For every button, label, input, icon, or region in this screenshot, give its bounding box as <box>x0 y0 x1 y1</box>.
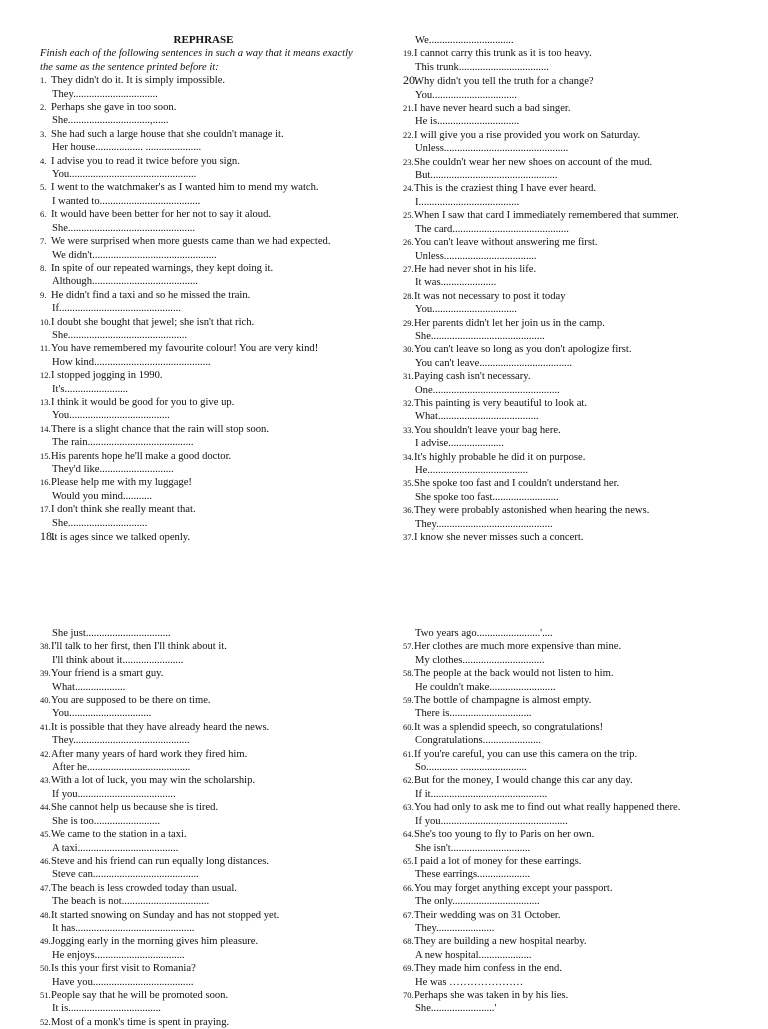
exercise-text: I know she never misses such a concert. <box>414 532 584 544</box>
answer-line[interactable]: Two years ago........................'.... <box>415 628 553 639</box>
exercise-text: We came to the station in a taxi. <box>51 829 187 841</box>
exercise-text: You have remembered my favourite colour! You are very kind! <box>51 343 319 355</box>
exercise-sentence <box>40 909 367 922</box>
exercise-text: I have never heard such a bad singer. <box>414 103 571 115</box>
exercise-text: He had never shot in his life. <box>414 263 537 275</box>
exercise-text: This is the craziest thing I have ever heard. <box>414 183 597 195</box>
exercise-number: 28. <box>403 290 414 301</box>
exercise-text: I will give you a rise provided you work on Saturday. <box>414 129 641 141</box>
exercise-number: 51. <box>40 989 51 1000</box>
answer-line[interactable]: So............ ......................... <box>415 762 527 774</box>
answer-line[interactable]: I wanted to...................................... <box>52 195 201 207</box>
exercise-number: 46. <box>40 855 51 866</box>
exercise-sentence <box>403 263 728 276</box>
answer-line[interactable]: They............................................ <box>52 735 190 747</box>
answer-line[interactable]: He...................................... <box>415 465 528 476</box>
exercise-text: You shouldn't leave your bag here. <box>414 424 561 436</box>
exercise-sentence <box>403 343 728 356</box>
exercise-number: 15. <box>40 450 51 461</box>
exercise-number: 12. <box>40 370 51 381</box>
exercise-text: Perhaps she gave in too soon. <box>51 102 177 114</box>
exercise-text: You had only to ask me to find out what really happened there. <box>414 802 681 814</box>
exercise-number: 57. <box>403 641 414 652</box>
exercise-text: Why didn't you tell the truth for a change? <box>414 76 594 88</box>
exercise-number: 64. <box>403 829 414 840</box>
exercise-sentence <box>403 290 728 303</box>
exercise-number: 10. <box>40 316 51 327</box>
answer-line[interactable]: He enjoys.................................. <box>52 949 185 961</box>
exercise-text: I cannot carry this trunk as it is too heavy. <box>414 48 592 60</box>
exercise-sentence <box>40 369 367 382</box>
exercise-list <box>403 34 728 544</box>
exercise-number: 33. <box>403 424 414 435</box>
exercise-number: 5. <box>40 182 47 193</box>
exercise-text: They made him confess in the end. <box>414 963 562 975</box>
exercise-text: His parents hope he'll make a good doctor. <box>51 450 232 462</box>
answer-line[interactable]: I...................................... <box>415 196 520 208</box>
answer-line[interactable]: What...................................... <box>415 411 539 423</box>
exercise-sentence <box>403 370 728 383</box>
exercise-text: It started snowing on Sunday and has not stopped yet. <box>51 909 280 921</box>
answer-line[interactable]: Would you mind........... <box>52 490 153 502</box>
answer-line[interactable]: She isn't.............................. <box>415 842 531 854</box>
exercise-text: It is possible that they have already heard the news. <box>51 721 270 733</box>
exercise-text: In spite of our repeated warnings, they kept doing it. <box>51 262 274 274</box>
exercise-text: I doubt she bought that jewel; she isn't that rich. <box>51 316 255 328</box>
exercise-number: 63. <box>403 802 414 813</box>
answer-line[interactable]: We didn't............................................... <box>52 249 217 261</box>
exercise-text: Your friend is a smart guy. <box>51 668 164 680</box>
answer-line[interactable]: Congratulations...................... <box>415 735 541 747</box>
answer-line[interactable]: You............................... <box>52 708 152 720</box>
exercise-sentence <box>403 935 728 948</box>
exercise-number: 68. <box>403 936 414 947</box>
answer-line[interactable]: What................... <box>52 681 126 693</box>
exercise-number: 47. <box>40 882 51 893</box>
exercise-list <box>40 74 367 544</box>
answer-line[interactable]: The card............................................ <box>415 223 569 235</box>
exercise-number: 38. <box>40 641 51 652</box>
exercise-number: 11. <box>40 343 51 354</box>
exercise-text: You may forget anything except your passport. <box>414 882 613 894</box>
exercise-text: You can't leave without answering me first. <box>414 237 598 249</box>
exercise-number: 29. <box>403 317 414 328</box>
answer-line[interactable]: How kind............................................ <box>52 356 211 368</box>
exercise-number: 8. <box>40 262 47 273</box>
exercise-number: 66. <box>403 882 414 893</box>
answer-line[interactable]: You................................................ <box>52 169 197 181</box>
exercise-text: I stopped jogging in 1990. <box>51 370 163 382</box>
exercise-sentence <box>403 477 728 490</box>
exercise-text: The bottle of champagne is almost empty. <box>414 695 592 707</box>
answer-line[interactable]: He is............................... <box>415 116 520 128</box>
instructions: Finish each of the following sentences in such a way that it means exactly the same as the sentence printed before it: <box>40 48 353 73</box>
exercise-text: They were probably astonished when hearing the news. <box>414 505 650 517</box>
exercise-sentence <box>403 774 728 787</box>
answer-line[interactable]: Although........................................ <box>52 276 198 288</box>
exercise-sentence <box>403 209 728 222</box>
exercise-text: The beach is less crowded today than usual. <box>51 882 237 894</box>
exercise-sentence <box>403 504 728 517</box>
exercise-number: 43. <box>40 775 51 786</box>
answer-line[interactable]: If.............................................. <box>52 303 181 315</box>
answer-line[interactable]: Steve can........................................ <box>52 869 199 881</box>
exercise-number: 67. <box>403 909 414 920</box>
exercise-sentence <box>403 667 728 680</box>
answer-line[interactable]: They................................ <box>52 88 158 100</box>
exercise-number: 6. <box>40 209 47 220</box>
exercise-sentence <box>40 128 367 141</box>
exercise-sentence <box>403 74 728 88</box>
answer-line[interactable]: He couldn't make......................... <box>415 681 556 693</box>
exercise-number: 31. <box>403 371 414 382</box>
exercise-text: She couldn't wear her new shoes on account of the mud. <box>414 156 653 168</box>
exercise-text: The people at the back would not listen to him. <box>414 668 614 680</box>
exercise-sentence <box>40 882 367 895</box>
answer-line[interactable]: You...................................... <box>52 410 170 422</box>
exercise-sentence <box>40 181 367 194</box>
exercise-sentence <box>403 156 728 169</box>
exercise-text: But for the money, I would change this car any day. <box>414 775 633 787</box>
answer-line[interactable]: The beach is not................................. <box>52 896 210 908</box>
exercise-sentence <box>403 129 728 142</box>
exercise-number: 26. <box>403 237 414 248</box>
exercise-number: 69. <box>403 963 414 974</box>
exercise-text: You are supposed to be there on time. <box>51 695 211 707</box>
exercise-sentence <box>403 694 728 707</box>
exercise-text: You can't leave so long as you don't apologize first. <box>414 344 632 356</box>
exercise-sentence <box>403 451 728 464</box>
exercise-sentence <box>40 530 367 544</box>
exercise-sentence <box>40 101 367 114</box>
exercise-sentence <box>40 235 367 248</box>
exercise-number: 14. <box>40 423 51 434</box>
answer-line[interactable]: After he....................................... <box>52 762 191 774</box>
exercise-text: I think it would be good for you to give up. <box>51 396 235 408</box>
exercise-sentence <box>403 748 728 761</box>
exercise-number: 58. <box>403 668 414 679</box>
exercise-text: They didn't do it. It is simply impossible. <box>51 75 226 87</box>
exercise-number: 45. <box>40 829 51 840</box>
answer-line[interactable]: She.............................. <box>52 517 148 529</box>
answer-line[interactable]: It was..................... <box>415 277 497 289</box>
answer-line[interactable]: You................................ <box>415 304 517 316</box>
answer-line[interactable]: But................................................ <box>415 170 558 182</box>
exercise-number: 18. <box>40 530 55 544</box>
exercise-sentence <box>40 828 367 841</box>
answer-line[interactable]: This trunk.................................. <box>415 61 549 73</box>
answer-line[interactable]: I advise..................... <box>415 438 504 450</box>
exercise-sentence <box>403 989 728 1002</box>
exercise-sentence <box>40 694 367 707</box>
exercise-list <box>40 627 367 1029</box>
answer-line[interactable]: She........................' <box>415 1003 497 1015</box>
exercise-number: 48. <box>40 909 51 920</box>
exercise-sentence <box>403 882 728 895</box>
exercise-number: 30. <box>403 344 414 355</box>
exercise-sentence <box>40 289 367 302</box>
exercise-number: 37. <box>403 532 414 543</box>
answer-line[interactable]: If you................................................ <box>415 815 568 827</box>
answer-line[interactable]: If it............................................ <box>415 788 548 800</box>
answer-line[interactable]: You................................ <box>415 89 517 101</box>
exercise-number: 59. <box>403 695 414 706</box>
exercise-number: 36. <box>403 505 414 516</box>
answer-line[interactable]: They...................... <box>415 922 495 934</box>
exercise-sentence <box>403 721 728 734</box>
exercise-text: Perhaps she was taken in by his lies. <box>414 989 569 1001</box>
exercise-text: Her clothes are much more expensive than mine. <box>414 641 622 653</box>
exercise-number: 25. <box>403 210 414 221</box>
exercise-sentence <box>40 342 367 355</box>
exercise-sentence <box>403 801 728 814</box>
exercise-number: 49. <box>40 936 51 947</box>
exercise-sentence <box>403 397 728 410</box>
exercise-text: This painting is very beautiful to look at. <box>414 397 588 409</box>
exercise-sentence <box>40 423 367 436</box>
answer-line[interactable]: She................................................ <box>52 222 196 234</box>
exercise-number: 60. <box>403 721 414 732</box>
exercise-list <box>403 627 728 1016</box>
page1-right-column <box>403 34 728 544</box>
answer-line[interactable]: She........................................... <box>415 330 545 342</box>
exercise-number: 1. <box>40 75 47 86</box>
exercise-number: 9. <box>40 289 47 300</box>
answer-line[interactable]: These earrings.................... <box>415 869 531 881</box>
answer-line[interactable]: I'll think about it....................... <box>52 654 184 666</box>
exercise-text: With a lot of luck, you may win the scholarship. <box>51 775 256 787</box>
exercise-text: Jogging early in the morning gives him pleasure. <box>51 936 259 948</box>
exercise-sentence <box>403 640 728 653</box>
exercise-text: It was not necessary to post it today <box>414 290 566 302</box>
exercise-text: Most of a monk's time is spent in praying. <box>51 1016 230 1028</box>
exercise-sentence <box>403 962 728 975</box>
exercise-text: I don't think she really meant that. <box>51 504 196 516</box>
exercise-text: They are building a new hospital nearby. <box>414 936 587 948</box>
answer-line[interactable]: If you..................................... <box>52 788 176 800</box>
exercise-sentence <box>40 450 367 463</box>
exercise-sentence <box>40 640 367 653</box>
exercise-number: 41. <box>40 721 51 732</box>
exercise-text: She spoke too fast and I couldn't understand her. <box>414 478 620 490</box>
exercise-text: It was a splendid speech, so congratulations! <box>414 721 604 733</box>
exercise-sentence <box>403 424 728 437</box>
answer-line[interactable]: There is............................... <box>415 708 532 720</box>
exercise-sentence <box>40 989 367 1002</box>
exercise-text: Please help me with my luggage! <box>51 477 192 489</box>
exercise-text: She's too young to fly to Paris on her own. <box>414 829 595 841</box>
answer-line[interactable]: Unless............................................... <box>415 143 569 155</box>
answer-line[interactable]: They'd like............................ <box>52 464 174 475</box>
exercise-text: I'll talk to her first, then I'll think about it. <box>51 641 227 653</box>
page2-left-column <box>40 627 367 1029</box>
exercise-text: There is a slight chance that the rain will stop soon. <box>51 423 269 435</box>
exercise-sentence <box>403 102 728 115</box>
exercise-sentence <box>40 316 367 329</box>
exercise-sentence <box>40 155 367 168</box>
exercise-number: 39. <box>40 668 51 679</box>
exercise-number: 16. <box>40 477 51 488</box>
answer-line[interactable]: He was ………………… <box>415 976 524 988</box>
exercise-number: 32. <box>403 397 414 408</box>
answer-line[interactable]: A new hospital.................... <box>415 949 532 961</box>
exercise-number: 52. <box>40 1016 51 1027</box>
answer-line[interactable]: She spoke too fast......................... <box>415 491 559 503</box>
exercise-text: We were surprised when more guests came than we had expected. <box>51 236 331 248</box>
exercise-number: 34. <box>403 451 414 462</box>
answer-line[interactable]: Her house.................. ..................... <box>52 142 202 154</box>
exercise-text: Their wedding was on 31 October. <box>414 909 561 921</box>
answer-line[interactable]: She...............................,...... <box>52 115 169 127</box>
exercise-sentence <box>403 47 728 60</box>
exercise-text: She had such a large house that she couldn't manage it. <box>51 128 284 140</box>
exercise-number: 62. <box>403 775 414 786</box>
exercise-sentence <box>40 74 367 87</box>
exercise-text: People say that he will be promoted soon. <box>51 989 229 1001</box>
exercise-sentence <box>403 828 728 841</box>
exercise-text: I went to the watchmaker's as I wanted him to mend my watch. <box>51 182 319 194</box>
exercise-text: I paid a lot of money for these earrings. <box>414 855 582 867</box>
exercise-number: 13. <box>40 396 51 407</box>
exercise-number: 20. <box>403 74 418 88</box>
exercise-sentence <box>40 962 367 975</box>
exercise-sentence <box>40 262 367 275</box>
exercise-sentence <box>40 721 367 734</box>
exercise-number: 61. <box>403 748 414 759</box>
page1-left-column <box>40 34 367 544</box>
answer-line[interactable]: We................................ <box>415 35 514 46</box>
exercise-text: Her parents didn't let her join us in the camp. <box>414 317 605 329</box>
page2-right-column <box>403 627 728 1016</box>
answer-line[interactable]: Unless................................... <box>415 250 537 262</box>
exercise-text: Paying cash isn't necessary. <box>414 371 531 383</box>
answer-line[interactable]: A taxi...................................... <box>52 842 179 854</box>
exercise-sentence <box>40 667 367 680</box>
answer-line[interactable]: She............................................. <box>52 329 188 341</box>
exercise-sentence <box>403 531 728 544</box>
answer-line[interactable]: Have you...................................... <box>52 976 194 988</box>
exercise-number: 19. <box>403 48 414 59</box>
exercise-text: Steve and his friend can run equally long distances. <box>51 855 269 867</box>
exercise-number: 70. <box>403 989 414 1000</box>
answer-line[interactable]: It is................................... <box>52 1003 161 1015</box>
exercise-sentence <box>40 748 367 761</box>
exercise-number: 24. <box>403 183 414 194</box>
exercise-text: She cannot help us because she is tired. <box>51 802 219 814</box>
exercise-number: 50. <box>40 963 51 974</box>
exercise-sentence <box>403 855 728 868</box>
page-title: REPHRASE <box>173 34 234 46</box>
exercise-sentence <box>40 1016 367 1029</box>
answer-line[interactable]: The rain........................................ <box>52 437 194 449</box>
exercise-number: 23. <box>403 156 414 167</box>
exercise-text: He didn't find a taxi and so he missed the train. <box>51 289 251 301</box>
exercise-number: 7. <box>40 236 47 247</box>
exercise-text: After many years of hard work they fired him. <box>51 748 248 760</box>
exercise-text: When I saw that card I immediately remembered that summer. <box>414 210 679 222</box>
exercise-sentence <box>403 236 728 249</box>
exercise-number: 17. <box>40 504 51 515</box>
answer-line[interactable]: She is too......................... <box>52 815 161 827</box>
exercise-sentence <box>403 182 728 195</box>
exercise-text: I advise you to read it twice before you sign. <box>51 155 240 167</box>
exercise-number: 44. <box>40 802 51 813</box>
exercise-number: 3. <box>40 128 47 139</box>
answer-line[interactable]: One................................................ <box>415 384 560 396</box>
exercise-sentence <box>40 503 367 516</box>
answer-line[interactable]: My clothes............................... <box>415 654 545 666</box>
answer-line[interactable]: You can't leave................................... <box>415 357 573 369</box>
exercise-number: 21. <box>403 103 414 114</box>
exercise-sentence <box>40 476 367 489</box>
answer-line[interactable]: They............................................ <box>415 518 553 530</box>
answer-line[interactable]: She just................................ <box>52 628 171 639</box>
exercise-number: 4. <box>40 155 47 166</box>
exercise-sentence <box>40 855 367 868</box>
exercise-sentence <box>403 317 728 330</box>
exercise-number: 65. <box>403 855 414 866</box>
answer-line[interactable]: It's........................ <box>52 383 129 395</box>
exercise-sentence <box>40 208 367 221</box>
exercise-text: It's highly probable he did it on purpose. <box>414 451 586 463</box>
exercise-sentence <box>40 396 367 409</box>
answer-line[interactable]: The only................................. <box>415 896 540 908</box>
exercise-text: Is this your first visit to Romania? <box>51 963 196 975</box>
exercise-number: 35. <box>403 478 414 489</box>
exercise-number: 22. <box>403 129 414 140</box>
exercise-sentence <box>40 801 367 814</box>
exercise-number: 27. <box>403 263 414 274</box>
exercise-sentence <box>403 909 728 922</box>
exercise-number: 2. <box>40 102 47 113</box>
exercise-text: It would have been better for her not to say it aloud. <box>51 209 272 221</box>
exercise-text: It is ages since we talked openly. <box>51 532 191 544</box>
exercise-text: If you're careful, you can use this camera on the trip. <box>414 748 638 760</box>
exercise-sentence <box>40 774 367 787</box>
answer-line[interactable]: It has............................................. <box>52 922 195 934</box>
exercise-number: 40. <box>40 695 51 706</box>
exercise-sentence <box>40 935 367 948</box>
exercise-number: 42. <box>40 748 51 759</box>
